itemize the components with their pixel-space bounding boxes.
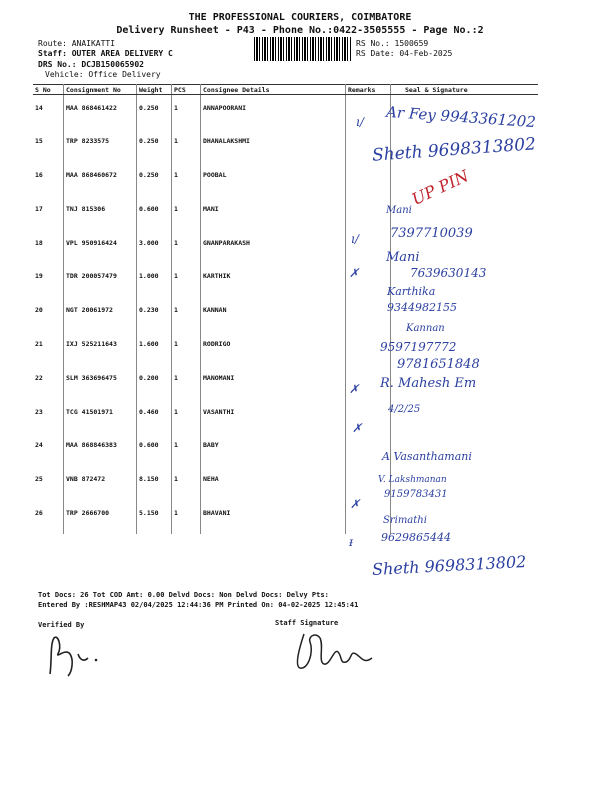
handwriting-row21-phone: 9781651848 [397, 357, 480, 372]
handwriting-row23: A Vasanthamani [382, 450, 472, 463]
rs-number: RS No.: 1500659 [356, 39, 429, 48]
handwriting-row26: Sheth 9698313802 [371, 551, 527, 580]
cell-consignee: VASANTHI [201, 399, 346, 433]
handwriting-row25-phone: 9629865444 [381, 531, 451, 544]
cell-sno: 23 [33, 399, 64, 433]
handwriting-row21-name: R. Mahesh Em [380, 376, 477, 391]
cell-consignment-no: TCG 41501971 [64, 399, 137, 433]
cell-consignee: DHANALAKSHMI [201, 128, 346, 162]
table-row [33, 466, 538, 500]
route-label: Route: ANAIKATTI [38, 39, 116, 48]
handwriting-row17-phone: 7397710039 [390, 226, 473, 241]
handwriting-row19-name: Karthika [387, 285, 436, 298]
cell-weight: 5.150 [137, 500, 172, 534]
cell-pcs: 1 [172, 263, 201, 297]
cell-sno: 18 [33, 230, 64, 264]
cell-consignee: POOBAL [201, 162, 346, 196]
handwriting-row19-phone: 9344982155 [387, 301, 457, 314]
runsheet-subtitle: Delivery Runsheet - P43 - Phone No.:0422-3505555 - Page No.:2 [116, 25, 484, 36]
cell-consignment-no: NGT 20061972 [64, 297, 137, 331]
cell-sno: 22 [33, 365, 64, 399]
col-seal-signature: Seal & Signature [391, 85, 539, 95]
cell-consignee: NEHA [201, 466, 346, 500]
cell-consignee: KANNAN [201, 297, 346, 331]
cell-sno: 21 [33, 331, 64, 365]
company-title: THE PROFESSIONAL COURIERS, COIMBATORE [188, 12, 412, 23]
cell-remarks [346, 297, 391, 331]
cell-pcs: 1 [172, 196, 201, 230]
tick-mark: ✗ [349, 382, 360, 396]
cell-consignee: GNANPARAKASH [201, 230, 346, 264]
tick-mark: ᵻ [349, 535, 353, 549]
col-weight: Weight [137, 85, 172, 95]
cell-consignment-no: MAA 868460672 [64, 162, 137, 196]
cell-weight: 8.150 [137, 466, 172, 500]
cell-consignment-no: SLM 363696475 [64, 365, 137, 399]
cell-weight: 0.200 [137, 365, 172, 399]
handwriting-row20-phone: 9597197772 [380, 340, 457, 354]
cell-consignment-no: MAA 868461422 [64, 95, 137, 129]
table-row [33, 297, 538, 331]
tick-mark: ✗ [350, 497, 361, 511]
handwriting-row15: Sheth 9698313802 [371, 134, 537, 166]
col-consignee: Consignee Details [201, 85, 346, 95]
staff-signature [290, 622, 390, 677]
cell-pcs: 1 [172, 331, 201, 365]
cell-weight: 0.600 [137, 432, 172, 466]
cell-pcs: 1 [172, 128, 201, 162]
cell-sno: 17 [33, 196, 64, 230]
handwriting-row25-name: Srimathi [383, 515, 427, 526]
cell-pcs: 1 [172, 432, 201, 466]
entered-by-line: Entered By :RESHMAP43 02/04/2025 12:44:36 PM Printed On: 04-02-2025 12:45:41 [38, 601, 359, 609]
staff-signature-label: Staff Signature [275, 619, 339, 627]
rs-date: RS Date: 04-Feb-2025 [356, 49, 453, 58]
drs-label: DRS No.: DCJB150065902 [38, 60, 144, 69]
cell-consignment-no: TDR 200057479 [64, 263, 137, 297]
cell-weight: 0.460 [137, 399, 172, 433]
cell-consignee: MANI [201, 196, 346, 230]
cell-remarks [346, 196, 391, 230]
handwriting-row20-name: Kannan [406, 323, 445, 334]
cell-consignment-no: VPL 950916424 [64, 230, 137, 264]
cell-consignee: ANNAPOORANI [201, 95, 346, 129]
cell-weight: 0.250 [137, 128, 172, 162]
cell-consignment-no: TRP 2666700 [64, 500, 137, 534]
table-row [33, 399, 538, 433]
cell-sno: 15 [33, 128, 64, 162]
cell-weight: 0.250 [137, 95, 172, 129]
cell-pcs: 1 [172, 399, 201, 433]
cell-pcs: 1 [172, 230, 201, 264]
cell-pcs: 1 [172, 365, 201, 399]
cell-remarks [346, 95, 391, 129]
cell-pcs: 1 [172, 95, 201, 129]
cell-sno: 16 [33, 162, 64, 196]
cell-consignee: BABY [201, 432, 346, 466]
cell-sno: 20 [33, 297, 64, 331]
cell-weight: 3.000 [137, 230, 172, 264]
cell-consignee: BHAVANI [201, 500, 346, 534]
cell-consignee: RODRIGO [201, 331, 346, 365]
cell-consignment-no: VNB 872472 [64, 466, 137, 500]
tick-mark: ı∕ [351, 232, 359, 246]
cell-pcs: 1 [172, 466, 201, 500]
handwriting-row18-phone: 7639630143 [410, 266, 487, 280]
verifier-signature [44, 630, 124, 680]
table-row [33, 500, 538, 534]
cell-sno: 24 [33, 432, 64, 466]
totals-line: Tot Docs: 26 Tot COD Amt: 0.00 Delvd Docs: Non Delvd Docs: Delvy Pts: [38, 591, 329, 599]
tick-mark: ✗ [349, 266, 360, 280]
col-consignment: Consignment No [64, 85, 137, 95]
handwriting-row16: UP PIN [408, 166, 472, 209]
cell-consignment-no: TNJ 815306 [64, 196, 137, 230]
cell-weight: 1.000 [137, 263, 172, 297]
cell-weight: 1.600 [137, 331, 172, 365]
handwriting-row22: 4/2/25 [388, 404, 421, 415]
cell-remarks [346, 162, 391, 196]
vehicle-label: Vehicle: Office Delivery [45, 70, 161, 79]
verified-by-label: Verified By [38, 621, 85, 629]
cell-pcs: 1 [172, 162, 201, 196]
cell-weight: 0.600 [137, 196, 172, 230]
handwriting-row17-name: Mani [386, 205, 412, 216]
table-header-row [33, 85, 538, 95]
cell-sno: 25 [33, 466, 64, 500]
cell-consignee: KARTHIK [201, 263, 346, 297]
cell-consignment-no: MAA 868846383 [64, 432, 137, 466]
cell-pcs: 1 [172, 500, 201, 534]
col-sno: S No [33, 85, 64, 95]
handwriting-row24-phone: 9159783431 [384, 489, 448, 500]
handwriting-row18-name: Mani [386, 250, 420, 265]
handwriting-row24-name: V. Lakshmanan [378, 475, 447, 485]
cell-sno: 26 [33, 500, 64, 534]
cell-weight: 0.250 [137, 162, 172, 196]
cell-sno: 14 [33, 95, 64, 129]
cell-consignment-no: TRP 8233575 [64, 128, 137, 162]
staff-label: Staff: OUTER AREA DELIVERY C [38, 49, 173, 58]
tick-mark: ı∕ [356, 115, 364, 129]
cell-consignee: MANOMANI [201, 365, 346, 399]
col-pcs: PCS [172, 85, 201, 95]
col-remarks: Remarks [346, 85, 391, 95]
barcode [254, 37, 352, 61]
cell-weight: 0.230 [137, 297, 172, 331]
cell-sno: 19 [33, 263, 64, 297]
table-row [33, 196, 538, 230]
cell-pcs: 1 [172, 297, 201, 331]
cell-consignment-no: IXJ 525211643 [64, 331, 137, 365]
tick-mark: ✗ [352, 421, 363, 435]
handwriting-row14: Ar Fey 9943361202 [385, 102, 537, 132]
